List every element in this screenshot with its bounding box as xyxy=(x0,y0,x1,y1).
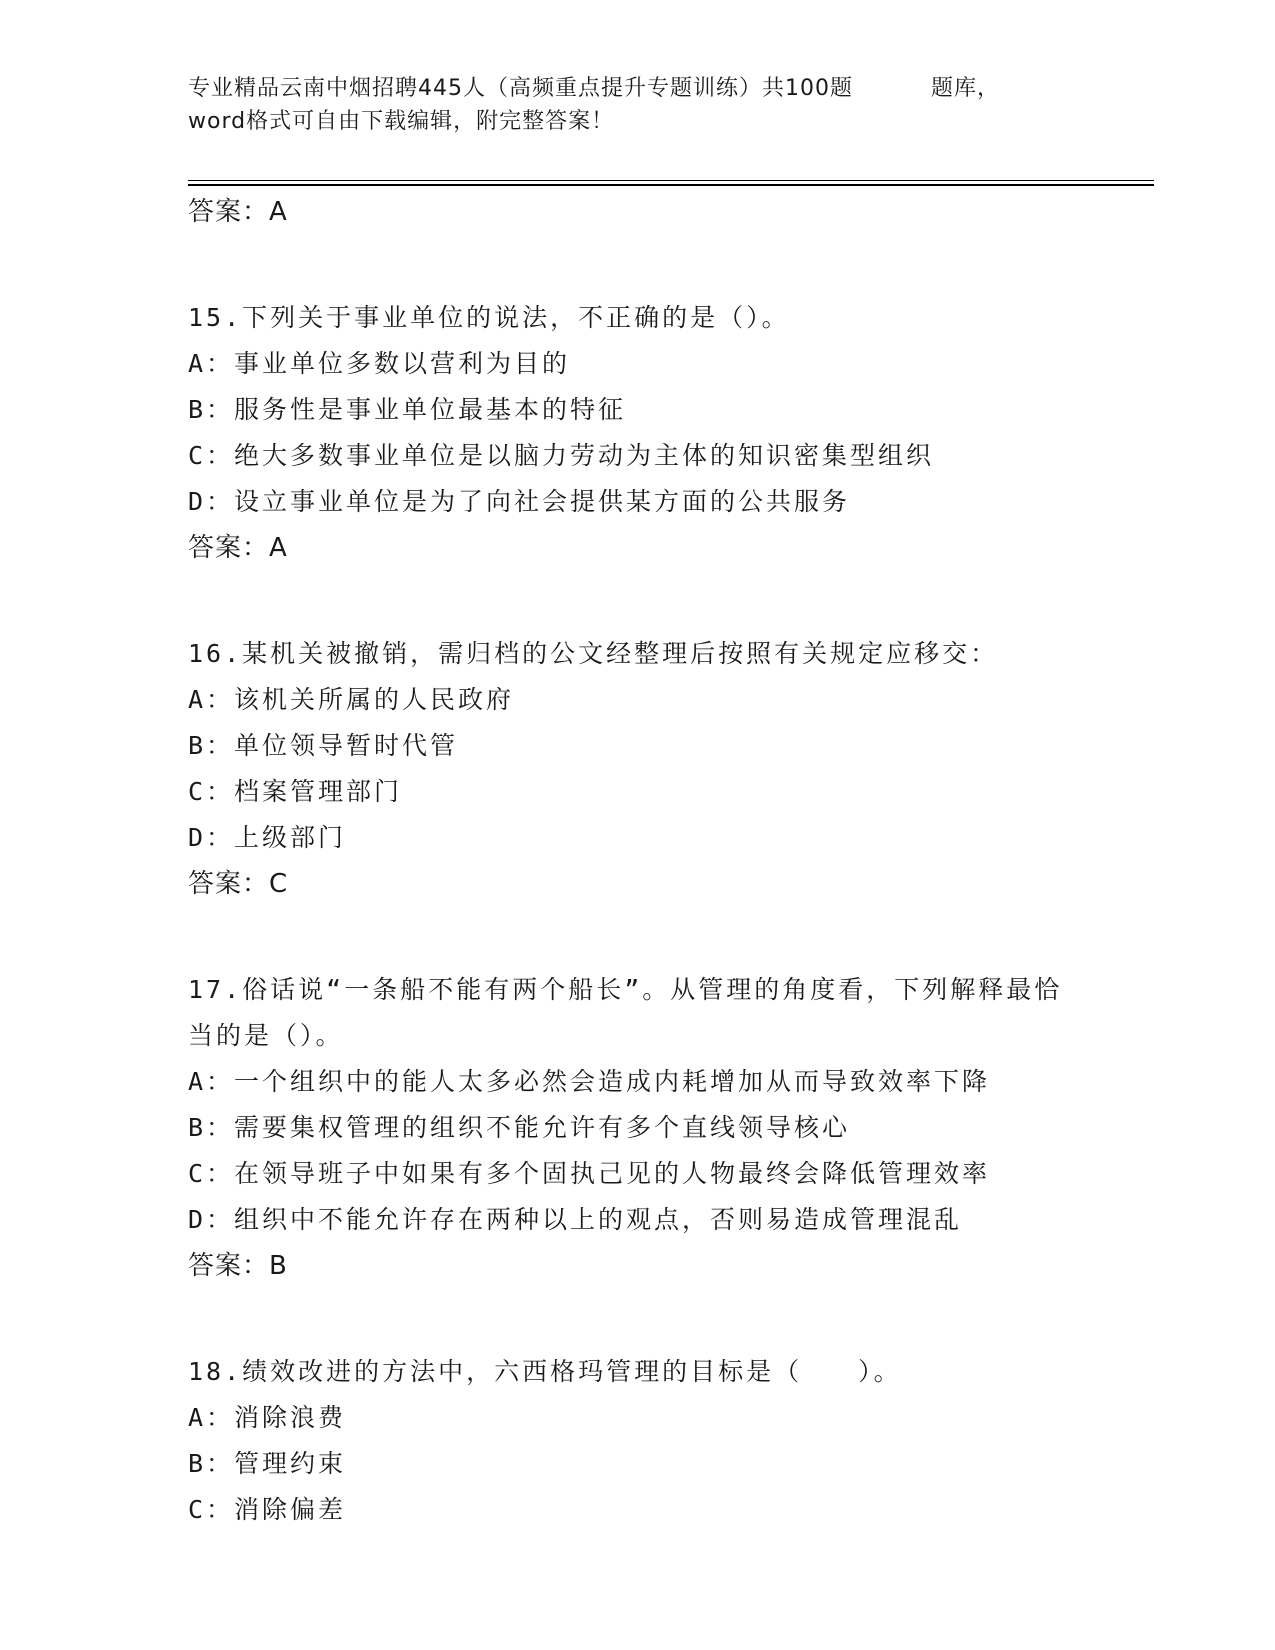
option-a: A：一个组织中的能人太多必然会造成内耗增加从而导致效率下降 xyxy=(188,1067,991,1096)
spacer xyxy=(188,907,1088,967)
option-b: B：需要集权管理的组织不能允许有多个直线领导核心 xyxy=(188,1113,851,1142)
header-spacer xyxy=(853,72,931,105)
header-line-1 xyxy=(188,72,1108,105)
option-b: B：服务性是事业单位最基本的特征 xyxy=(188,395,627,424)
option-c: C：在领导班子中如果有多个固执己见的人物最终会降低管理效率 xyxy=(188,1159,991,1188)
question-list xyxy=(188,189,1088,1533)
answer-line: 答案：A xyxy=(188,197,288,227)
question-block xyxy=(188,1349,1088,1533)
question-stem: 18.绩效改进的方法中，六西格玛管理的目标是（ ）。 xyxy=(188,1357,902,1386)
option-b: B：单位领导暂时代管 xyxy=(188,731,459,760)
option-a: A：该机关所属的人民政府 xyxy=(188,685,515,714)
spacer xyxy=(188,571,1088,631)
question-block xyxy=(188,967,1088,1289)
option-c: C：消除偏差 xyxy=(188,1495,347,1524)
question-block xyxy=(188,295,1088,571)
option-b: B：管理约束 xyxy=(188,1449,347,1478)
option-c: C：绝大多数事业单位是以脑力劳动为主体的知识密集型组织 xyxy=(188,441,935,470)
spacer xyxy=(188,235,1088,295)
option-d: D：设立事业单位是为了向社会提供某方面的公共服务 xyxy=(188,487,851,516)
question-stem: 16.某机关被撤销，需归档的公文经整理后按照有关规定应移交： xyxy=(188,639,999,668)
answer-line: 答案：B xyxy=(188,1251,288,1281)
answer-line: 答案：C xyxy=(188,869,289,899)
header-title-suffix: 题库， xyxy=(930,76,1000,101)
document-header xyxy=(188,72,1108,138)
question-stem: 17.俗话说“一条船不能有两个船长”。从管理的角度看，下列解释最恰当的是（）。 xyxy=(188,975,1063,1050)
option-a: A：事业单位多数以营利为目的 xyxy=(188,349,571,378)
spacer xyxy=(188,1289,1088,1349)
option-a: A：消除浪费 xyxy=(188,1403,347,1432)
option-d: D：组织中不能允许存在两种以上的观点，否则易造成管理混乱 xyxy=(188,1205,963,1234)
header-subtitle: word格式可自由下载编辑，附完整答案！ xyxy=(188,109,615,134)
option-c: C：档案管理部门 xyxy=(188,777,403,806)
question-block xyxy=(188,631,1088,907)
question-stem: 15.下列关于事业单位的说法，不正确的是（）。 xyxy=(188,303,790,332)
header-divider-thin xyxy=(188,180,1154,181)
answer-line: 答案：A xyxy=(188,533,288,563)
header-divider-thick xyxy=(188,184,1154,186)
header-title: 专业精品云南中烟招聘445人（高频重点提升专题训练）共100题 xyxy=(188,76,853,101)
option-d: D：上级部门 xyxy=(188,823,347,852)
